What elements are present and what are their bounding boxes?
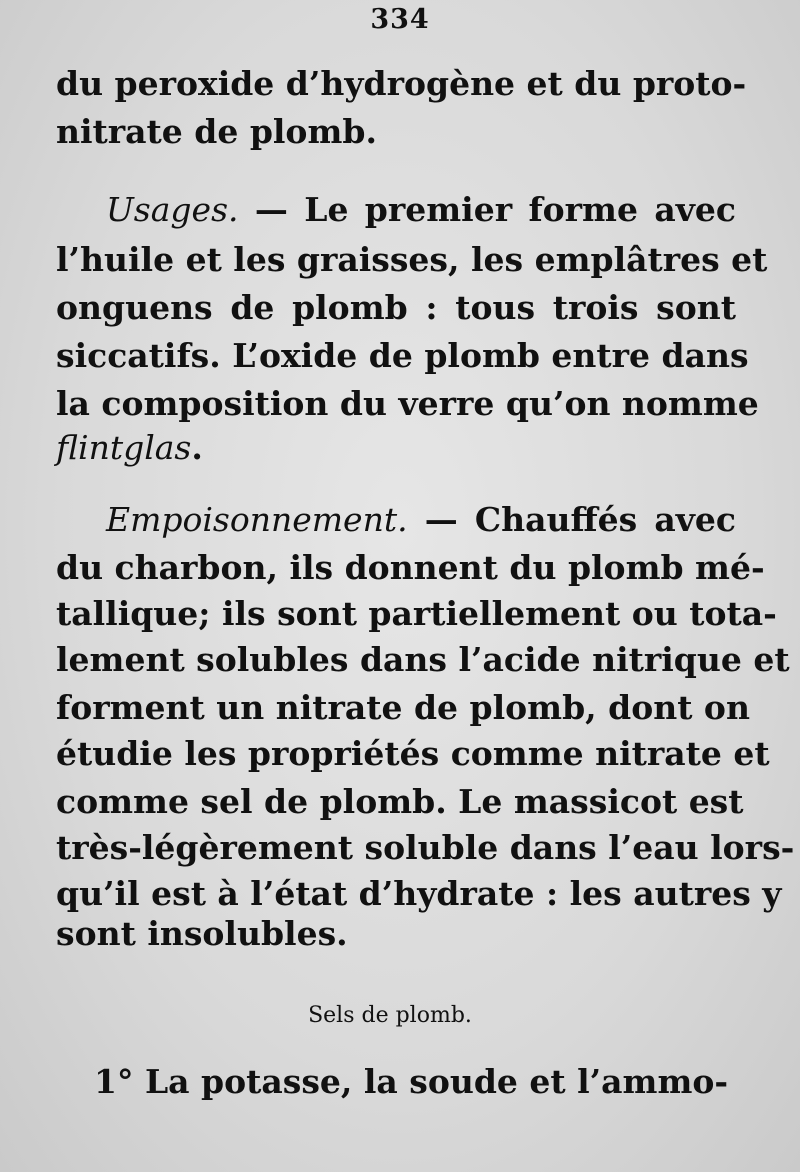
section-heading: Sels de plomb. (308, 1003, 472, 1028)
usages-last-line (56, 428, 736, 468)
text-line: étudie les propriétés comme nitrate et (56, 734, 770, 773)
empoisonnement-first-rest: — Chauffés avec (424, 500, 736, 539)
text-line: qu’il est à l’état d’hydrate : les autres y (56, 874, 782, 913)
usages-label: Usages. (106, 190, 239, 229)
usages-last-punct: . (191, 428, 203, 467)
usages-first-line (106, 190, 736, 230)
empoisonnement-first-line (106, 500, 736, 540)
text-line: très-légèrement soluble dans l’eau lors- (56, 828, 795, 867)
flintglas-word: flintglas (56, 428, 192, 467)
text-line: nitrate de plomb. (56, 112, 377, 151)
text-line: sont insolubles. (56, 914, 348, 953)
usages-first-rest: — Le premier forme avec (254, 190, 736, 229)
empoisonnement-label: Empoisonnement. (106, 500, 408, 539)
text-line: tallique; ils sont partiellement ou tota- (56, 594, 777, 633)
text-line: l’huile et les graisses, les emplâtres et (56, 240, 768, 279)
text-line: forment un nitrate de plomb, dont on (56, 688, 750, 727)
page-number: 334 (370, 4, 430, 35)
text-line: comme sel de plomb. Le massicot est (56, 782, 744, 821)
text-line: siccatifs. L’oxide de plomb entre dans (56, 336, 749, 375)
text-line: du peroxide d’hydrogène et du proto- (56, 64, 747, 103)
text-line: onguens de plomb : tous trois sont (56, 288, 736, 327)
text-line: du charbon, ils donnent du plomb mé- (56, 548, 765, 587)
text-line: lement solubles dans l’acide nitrique et (56, 640, 790, 679)
text-line: 1° La potasse, la soude et l’ammo- (94, 1062, 729, 1101)
text-line: la composition du verre qu’on nomme (56, 384, 759, 423)
